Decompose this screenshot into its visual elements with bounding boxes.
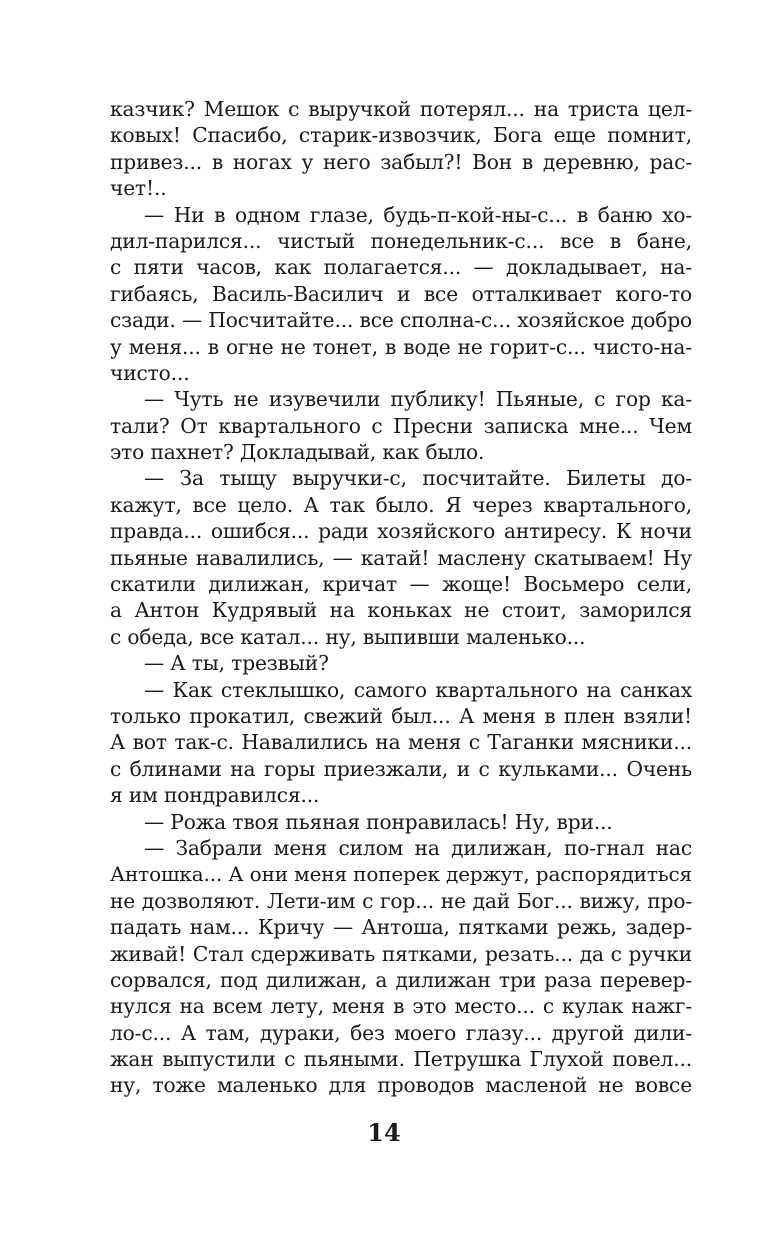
text-line: нулся на всем лету, меня в это место... с кулак нажг-	[110, 994, 692, 1019]
text-line: скатили дилижан, кричат — жоще! Восьмеро сели,	[110, 572, 692, 597]
page-number: 14	[367, 1118, 401, 1147]
text-line: правда... ошибся... ради хозяйского антиресу. К ночи	[110, 519, 692, 544]
text-line: у меня... в огне не тонет, в воде не горит-с... чисто-на-	[110, 334, 692, 359]
text-line: с пяти часов, как полагается... — докладывает, на-	[110, 255, 692, 280]
book-page-text	[110, 96, 692, 1099]
text-line: чисто...	[110, 360, 190, 385]
text-line: дил-парился... чистый понедельник-с... все в бане,	[110, 228, 692, 253]
text-line: кажут, все цело. А так было. Я через квартального,	[110, 492, 692, 517]
text-line: сорвался, под дилижан, а дилижан три раза перевер-	[110, 967, 692, 992]
text-line: привез... в ногах у него забыл?! Вон в деревню, рас-	[110, 149, 692, 174]
text-line: — Забрали меня силом на дилижан, по-гнал нас	[144, 835, 692, 860]
text-line: чет!..	[110, 176, 167, 201]
text-line: с обеда, все катал... ну, выпивши маленько...	[110, 624, 586, 649]
text-line: — Рожа твоя пьяная понравилась! Ну, ври...	[144, 809, 613, 834]
text-line: падать нам... Кричу — Антоша, пятками режь, задер-	[110, 915, 692, 940]
text-line: — Как стеклышко, самого квартального на санках	[144, 677, 692, 702]
text-line: я им пондравился...	[110, 783, 320, 808]
text-line: — А ты, трезвый?	[144, 651, 329, 676]
text-line: жан выпустили с пьяными. Петрушка Глухой повел...	[110, 1047, 692, 1072]
text-line: это пахнет? Докладывай, как было.	[110, 440, 485, 465]
text-line: — Ни в одном глазе, будь-п-кой-ны-с... в баню хо-	[144, 202, 692, 227]
text-line: только прокатил, свежий был... А меня в плен взяли!	[110, 703, 692, 728]
text-line: тали? От квартального с Пресни записка мне... Чем	[110, 413, 692, 438]
text-line: не дозволяют. Лети-им с гор... не дай Бог... вижу, про-	[110, 888, 692, 913]
text-line: живай! Стал сдерживать пятками, резать... да с ручки	[110, 941, 692, 966]
text-line: ковых! Спасибо, старик-извозчик, Бога еще помнит,	[110, 123, 692, 148]
text-line: пьяные навалились, — катай! маслену скатываем! Ну	[110, 545, 692, 570]
text-line: гибаясь, Василь-Василич и все отталкивает кого-то	[110, 281, 692, 306]
text-line: ло-с... А там, дураки, без моего глазу... другой дили-	[110, 1020, 692, 1045]
text-line: с блинами на горы приезжали, и с кульками... Очень	[110, 756, 692, 781]
text-line: А вот так-с. Навалились на меня с Таганки мясники...	[110, 730, 692, 755]
text-line: Антошка... А они меня поперек держут, распорядиться	[110, 862, 692, 887]
text-line: а Антон Кудрявый на коньках не стоит, заморился	[110, 598, 692, 623]
text-line: — За тыщу выручки-с, посчитайте. Билеты до-	[144, 466, 692, 491]
text-line: — Чуть не изувечили публику! Пьяные, с гор ка-	[144, 387, 692, 412]
text-line: ну, тоже маленько для проводов масленой не вовсе	[110, 1073, 692, 1098]
text-line: казчик? Мешок с выручкой потерял... на триста цел-	[110, 97, 692, 121]
text-line: сзади. — Посчитайте... все сполна-с... хозяйское добро	[110, 308, 692, 333]
